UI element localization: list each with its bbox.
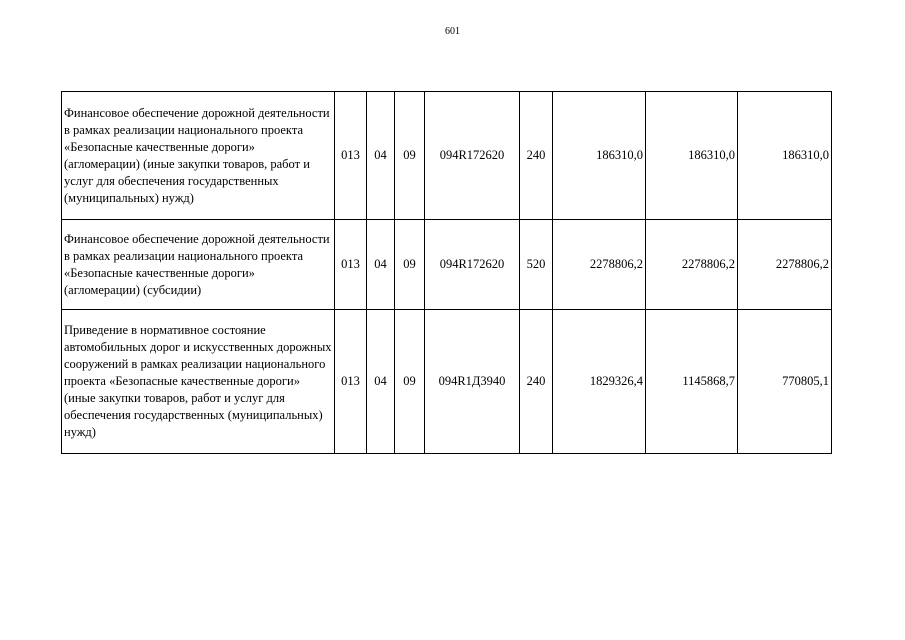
cell-amount-2: 186310,0 [646,92,738,220]
cell-name: Финансовое обеспечение дорожной деятельности в рамках реализации национального проекта «Безопасные качественные дороги» (агломерации) (иные закупки товаров, работ и услуг для обеспечения государственных (муниципальных) нужд) [62,92,335,220]
cell-subsection: 09 [395,310,425,454]
cell-amount-1: 2278806,2 [553,220,646,310]
page-number: 601 [445,26,460,37]
cell-expense-type: 240 [520,92,553,220]
cell-subsection: 09 [395,92,425,220]
cell-name: Приведение в нормативное состояние автомобильных дорог и искусственных дорожных сооружений в рамках реализации национального проекта «Безопасные качественные дороги» (иные закупки товаров, работ и услуг для обеспечения государственных (муниципальных) нужд) [62,310,335,454]
cell-amount-2: 2278806,2 [646,220,738,310]
table-row [62,92,832,220]
cell-name: Финансовое обеспечение дорожной деятельности в рамках реализации национального проекта «Безопасные качественные дороги» (агломерации) (субсидии) [62,220,335,310]
cell-amount-3: 770805,1 [738,310,832,454]
cell-grbs: 013 [335,310,367,454]
cell-section: 04 [367,310,395,454]
cell-subsection: 09 [395,220,425,310]
cell-amount-3: 186310,0 [738,92,832,220]
cell-target-article: 094R172620 [425,92,520,220]
cell-amount-1: 186310,0 [553,92,646,220]
cell-section: 04 [367,92,395,220]
cell-section: 04 [367,220,395,310]
cell-target-article: 094R172620 [425,220,520,310]
cell-expense-type: 240 [520,310,553,454]
cell-expense-type: 520 [520,220,553,310]
table-row [62,220,832,310]
cell-amount-3: 2278806,2 [738,220,832,310]
cell-amount-1: 1829326,4 [553,310,646,454]
cell-grbs: 013 [335,92,367,220]
cell-amount-2: 1145868,7 [646,310,738,454]
cell-target-article: 094R1Д3940 [425,310,520,454]
cell-grbs: 013 [335,220,367,310]
budget-table [61,91,832,454]
table-row [62,310,832,454]
